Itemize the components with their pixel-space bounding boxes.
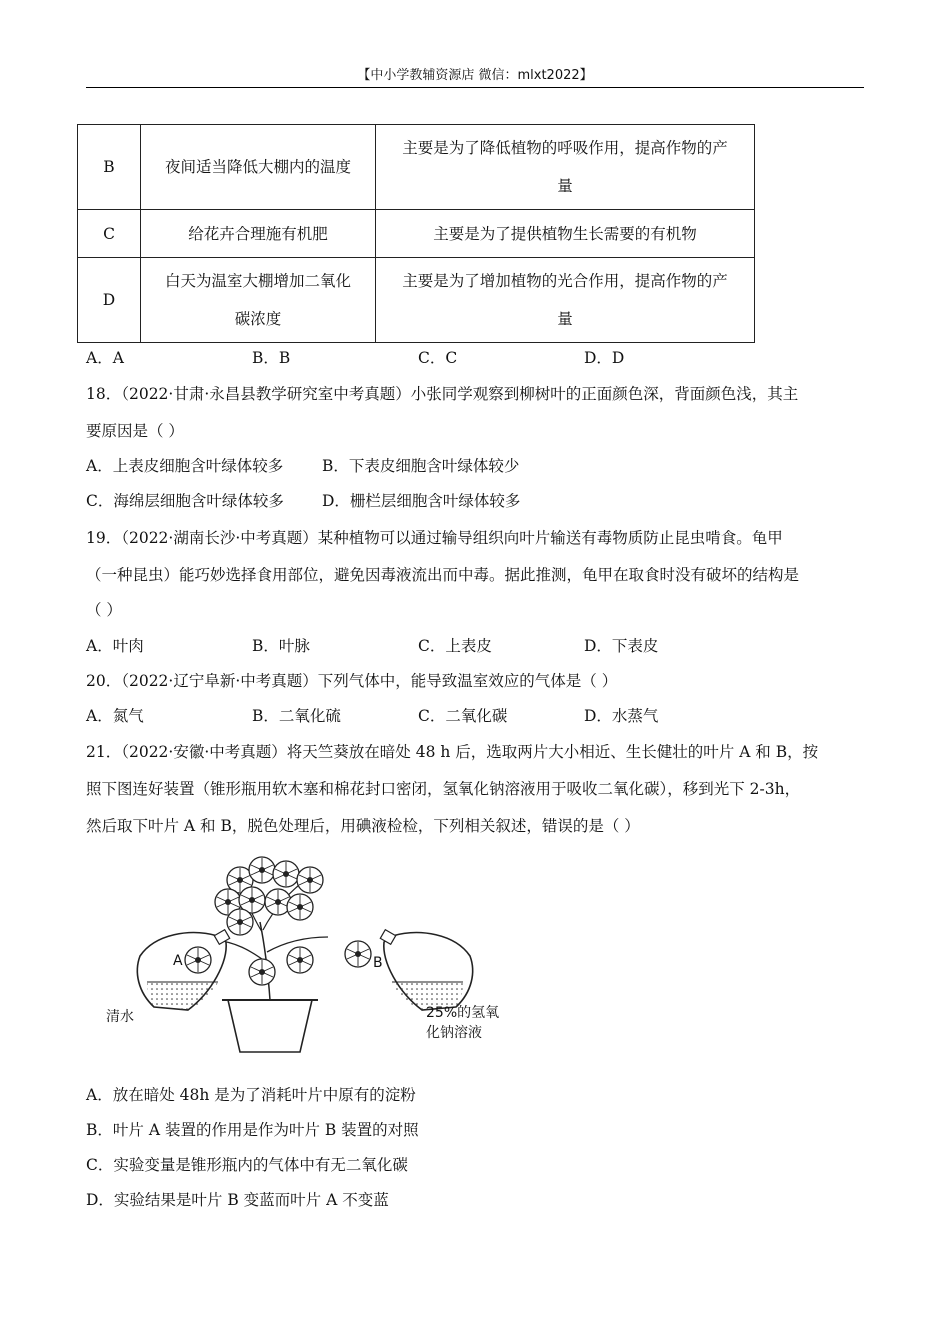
q21-choice-a: A．放在暗处 48h 是为了消耗叶片中原有的淀粉 [86,1086,416,1104]
q19-choice-a: A．叶肉 [86,637,144,655]
q21-stem-line-1: 21．（2022·安徽·中考真题）将天竺葵放在暗处 48 h 后，选取两片大小相近、生长健壮的叶片 A 和 B，按 [86,743,819,761]
table-row [78,258,755,343]
q18-choice-c: C．海绵层细胞含叶绿体较多 [86,492,284,510]
q18-stem-line-2: 要原因是（ ） [86,422,184,440]
row-purpose: 主要是为了提供植物生长需要的有机物 [376,210,755,258]
q17-choice-c: C．C [418,349,458,367]
q21-stem-line-3: 然后取下叶片 A 和 B，脱色处理后，用碘液检检，下列相关叙述，错误的是（ ） [86,817,640,835]
q21-choice-b: B．叶片 A 装置的作用是作为叶片 B 装置的对照 [86,1121,419,1139]
q21-choice-d: D．实验结果是叶片 B 变蓝而叶片 A 不变蓝 [86,1191,389,1209]
leaf-a-label: A [173,953,183,969]
row-measure: 给花卉合理施有机肥 [141,210,376,258]
experiment-figure [100,852,510,1057]
q20-stem-line-1: 20．（2022·辽宁阜新·中考真题）下列气体中，能导致温室效应的气体是（ ） [86,672,618,690]
q18-choice-d: D．栅栏层细胞含叶绿体较多 [322,492,521,510]
q17-choice-d: D．D [584,349,625,367]
leaf-b-label: B [373,955,383,971]
row-letter: B [78,125,141,210]
options-table [77,124,755,343]
naoh-label-line-1: 25%的氢氧 [426,1005,500,1021]
table-row [78,125,755,210]
q17-choice-a: A．A [86,349,124,367]
q17-choice-b: B．B [252,349,291,367]
q19-stem-line-1: 19．（2022·湖南长沙·中考真题）某种植物可以通过输导组织向叶片输送有毒物质防止昆虫啃食。龟甲 [86,529,783,547]
naoh-label-line-2: 化钠溶液 [426,1025,482,1041]
header-divider [86,87,864,88]
q20-choice-c: C．二氧化碳 [418,707,508,725]
q21-stem-line-2: 照下图连好装置（锥形瓶用软木塞和棉花封口密闭，氢氧化钠溶液用于吸收二氧化碳），移到光下 2-3h， [86,780,801,798]
water-label: 清水 [106,1009,134,1025]
row-measure: 夜间适当降低大棚内的温度 [141,125,376,210]
q21-choice-c: C．实验变量是锥形瓶内的气体中有无二氧化碳 [86,1156,408,1174]
q19-stem-line-2: （一种昆虫）能巧妙选择食用部位，避免因毒液流出而中毒。据此推测，龟甲在取食时没有破坏的结构是 [86,566,800,584]
row-measure: 白天为温室大棚增加二氧化 碳浓度 [141,258,376,343]
row-purpose: 主要是为了增加植物的光合作用，提高作物的产 量 [376,258,755,343]
row-purpose: 主要是为了降低植物的呼吸作用，提高作物的产 量 [376,125,755,210]
q19-choice-d: D．下表皮 [584,637,659,655]
table-row [78,210,755,258]
q18-choice-b: B．下表皮细胞含叶绿体较少 [322,457,520,475]
q20-choice-b: B．二氧化硫 [252,707,341,725]
row-letter: D [78,258,141,343]
q19-choice-b: B．叶脉 [252,637,310,655]
q18-stem-line-1: 18．（2022·甘肃·永昌县教学研究室中考真题）小张同学观察到柳树叶的正面颜色深，背面颜色浅，其主 [86,385,799,403]
q20-choice-a: A．氮气 [86,707,144,725]
q19-choice-c: C．上表皮 [418,637,492,655]
q18-choice-a: A．上表皮细胞含叶绿体较多 [86,457,284,475]
q19-stem-line-3: （ ） [86,601,122,619]
page-header: 【中小学教辅资源店 微信：mlxt2022】 [357,68,593,83]
row-letter: C [78,210,141,258]
q20-choice-d: D．水蒸气 [584,707,659,725]
